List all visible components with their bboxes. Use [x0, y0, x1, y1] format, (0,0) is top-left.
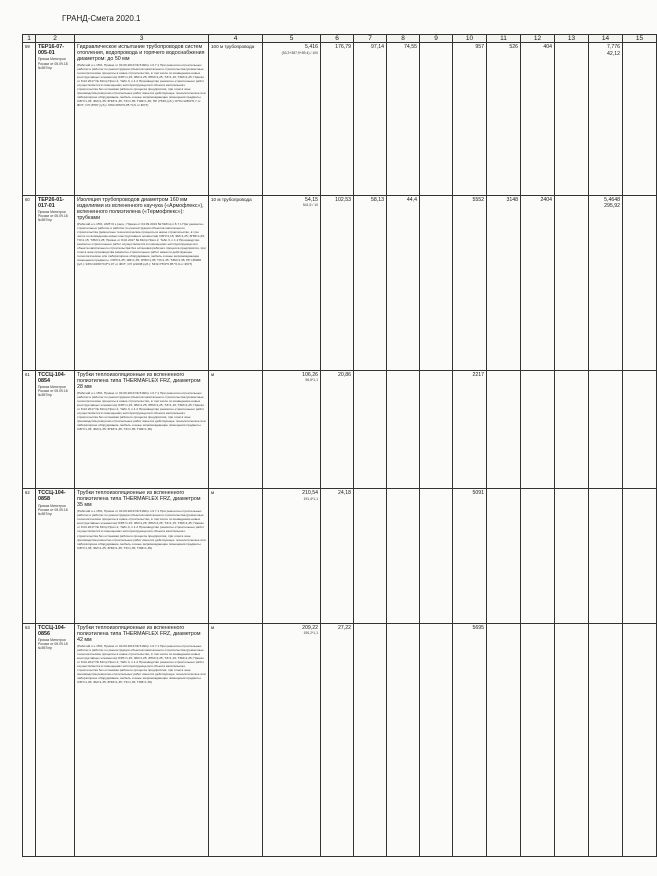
row-number: [23, 43, 36, 196]
total-machines: [521, 489, 555, 624]
work-notes: (Рабочий н.ч.15%; АМТ=0 к расц.; Приказ от 04.09.2019 № 518/пр п.6.7.1 При ремонтно-строительных работах и работах по реконструкции объектов капитального строительства (ремонтные технологические процессы в новое строительство, в том числе по возведению новых конструктивных элементов) ОЗП=1,15; ЭМ=1,25; ЗПМ=1,25; ТЗ=1,15; ТЗМ=1,25; Приказ от 8.02.2017 № 81/пр Прил.2, Табл.3, п.1.2 Производство ремонтно-строительных работ осуществляется в помещениях эксплуатирующегося объекта капитального строительства без остановки рабочего процесса предприятия, при этом в зоне производства ремонтно-строительных работ имеется действующее технологическое или лабораторное оборудование, мебель и иные загромождающие помещения предметы. ОЗП=1,35; ЭМ=1,35; ЗПМ=1,35; ТЗ=1,35; ТЗМ=1,35; НР (36968 руб.): 93%=109%*0,8*1,07 от ФОТ; СП (21638 руб.): 54%=75%*0,85 *0,9 от ФОТ): [77, 222, 206, 267]
cell-value: 61: [25, 371, 30, 377]
quantity-cell: [263, 195, 321, 370]
total-cost: [453, 623, 487, 856]
rate-basis: Приказ Минстроя России от 05.09.18 №557/пр: [38, 57, 68, 70]
cell-value: 20,86: [338, 371, 351, 378]
quantity: 210,54: [302, 490, 318, 497]
unit: м: [211, 371, 215, 377]
unit-cost-machines: [387, 370, 420, 489]
quantity-cell: [263, 623, 321, 856]
cell-value: 5091: [472, 490, 484, 497]
unit-cell: [209, 623, 263, 856]
estimate-table: [22, 34, 657, 857]
unit: 10 м трубопровода: [211, 196, 252, 202]
cell-value: 5695: [472, 624, 484, 631]
col15-cell: [623, 43, 657, 196]
estimate-row: [23, 195, 657, 370]
labor-per-unit: 7,776: [607, 44, 620, 51]
column-number: 1: [23, 35, 36, 43]
cell-value: 404: [543, 44, 552, 51]
unit-cost-total: [321, 489, 354, 624]
total-machines: [521, 195, 555, 370]
column-number: 4: [209, 35, 263, 43]
rate-code: ТССЦ-104-0856: [38, 624, 66, 638]
work-description-cell: [75, 489, 209, 624]
quantity-cell: [263, 489, 321, 624]
total-wages: [487, 195, 521, 370]
unit-cost-col9: [420, 623, 453, 856]
column-number: 15: [623, 35, 657, 43]
quantity-formula: 190,2*1,1: [303, 631, 318, 636]
total-machines: [521, 43, 555, 196]
rate-basis: Приказ Минстроя России от 05.09.18 №557/пр: [38, 210, 68, 223]
unit-cost-wages: [354, 623, 387, 856]
work-notes: (Рабочий н.ч.15%; Приказ от 04.09.2019 № 518/пр п.6.7.1 При ремонтно-строительных работах и работах по реконструкции объектов капитального строительства (ремонтные технологические процессы в новое строительство, в том числе по возведению новых конструктивных элементов) ОЗП=1,15; ЭМ=1,25; ЗПМ=1,25; ТЗ=1,15; ТЗМ=1,25; Приказ от 8.02.2017 № 81/пр Прил.2, Табл.3, п.1.2 Производство ремонтно-строительных работ осуществляется в помещениях эксплуатирующегося объекта капитального строительства без остановки рабочего процесса предприятия, при этом в зоне производства ремонтно-строительных работ имеется действующее технологическое или лабораторное оборудование, мебель и иные загромождающие помещения предметы. ОЗП=1,35; ЭМ=1,35; ЗПМ=1,35; ТЗ=1,35; ТЗМ=1,35): [77, 390, 206, 431]
document-header: ГРАНД-Смета 2020.1: [62, 14, 141, 23]
cell-value: 957: [475, 44, 484, 51]
total-wages: [487, 489, 521, 624]
quantity: 209,22: [302, 624, 318, 631]
quantity-cell: [263, 43, 321, 196]
cell-value: 2217: [472, 371, 484, 378]
work-title: Трубки теплоизоляционные из вспененного полиэтилена типа THERMAFLEX FRZ, диаметром 35 мм: [77, 490, 201, 509]
quantity: 106,26: [302, 371, 318, 378]
rate-code: ТЕР26-01-017-01: [38, 196, 65, 209]
column-number: 7: [354, 35, 387, 43]
cell-value: 44,4: [406, 196, 417, 203]
unit-cost-total: [321, 195, 354, 370]
quantity-formula: 96,6*1,1: [305, 378, 318, 383]
cell-value: 5552: [472, 196, 484, 203]
work-description-cell: [75, 43, 209, 196]
col15-cell: [623, 370, 657, 489]
total-cost: [453, 195, 487, 370]
estimate-row: [23, 43, 657, 196]
column-number: 6: [321, 35, 354, 43]
col15-cell: [623, 623, 657, 856]
row-number: [23, 195, 36, 370]
quantity-formula: 191,4*1,1: [303, 496, 318, 501]
total-wages: [487, 623, 521, 856]
cell-value: 62: [25, 490, 30, 496]
total-col13: [555, 43, 589, 196]
unit-cell: [209, 43, 263, 196]
labor-cost-cell: [589, 43, 623, 196]
unit-cost-col9: [420, 489, 453, 624]
cell-value: 59: [25, 44, 30, 50]
quantity: 54,15: [305, 196, 318, 203]
total-cost: [453, 489, 487, 624]
cell-value: 74,55: [404, 44, 417, 51]
quantity-formula: 541,5 / 10: [302, 203, 318, 208]
rate-code-cell: [36, 43, 75, 196]
column-number: 13: [555, 35, 589, 43]
total-col13: [555, 195, 589, 370]
total-wages: [487, 43, 521, 196]
unit-cell: [209, 195, 263, 370]
rate-code: ТЕР16-07-005-01: [38, 44, 65, 57]
quantity: 5,416: [305, 44, 318, 51]
unit-cost-col9: [420, 195, 453, 370]
rate-code-cell: [36, 489, 75, 624]
unit: м: [211, 490, 215, 496]
labor-per-unit: 5,4648: [604, 196, 620, 203]
col15-cell: [623, 195, 657, 370]
estimate-row: [23, 489, 657, 624]
total-cost: [453, 43, 487, 196]
column-number: 14: [589, 35, 623, 43]
cell-value: 2404: [540, 196, 552, 203]
work-description-cell: [75, 370, 209, 489]
column-number: 12: [521, 35, 555, 43]
cell-value: 3148: [506, 196, 518, 203]
column-number: 2: [36, 35, 75, 43]
estimate-row: [23, 623, 657, 856]
work-title: Трубки теплоизоляционные из вспененного полиэтилена типа THERMAFLEX FRZ, диаметром 42 мм: [77, 624, 201, 643]
unit-cost-col9: [420, 43, 453, 196]
quantity-formula: (53,3+387,9+89,4) / 100: [281, 50, 318, 55]
rate-basis: Приказ Минстроя России от 05.09.18 №557/пр: [38, 385, 68, 398]
rate-code: ТССЦ-104-0854: [38, 371, 66, 384]
unit-cell: [209, 489, 263, 624]
work-title: Гидравлическое испытание трубопроводов систем отопления, водопровода и горячего водоснабжения диаметром: до 50 мм: [77, 44, 205, 63]
unit-cell: [209, 370, 263, 489]
unit-cost-col9: [420, 370, 453, 489]
labor-cost-cell: [589, 489, 623, 624]
column-number: 9: [420, 35, 453, 43]
unit-cost-total: [321, 623, 354, 856]
rate-basis: Приказ Минстроя России от 05.09.18 №557/пр: [38, 503, 68, 516]
cell-value: 60: [25, 196, 30, 202]
rate-code-cell: [36, 195, 75, 370]
cell-value: 176,79: [335, 44, 351, 51]
col15-cell: [623, 489, 657, 624]
total-col13: [555, 623, 589, 856]
cell-value: 102,53: [335, 196, 351, 203]
cell-value: 27,22: [338, 624, 351, 631]
unit-cost-wages: [354, 370, 387, 489]
unit-cost-machines: [387, 43, 420, 196]
total-col13: [555, 370, 589, 489]
column-number-row: [23, 35, 657, 43]
cell-value: 58,13: [371, 196, 384, 203]
labor-cost-cell: [589, 370, 623, 489]
unit-cost-total: [321, 43, 354, 196]
cell-value: 97,14: [371, 44, 384, 51]
work-title: Изоляция трубопроводов диаметром 160 мм изделиями из вспененного каучука («Армофлекс»), вспененного полиэтилена («Термофлекс»): трубками: [77, 196, 204, 221]
row-number: [23, 370, 36, 489]
labor-cost-cell: [589, 623, 623, 856]
cell-value: 526: [509, 44, 518, 51]
unit-cost-wages: [354, 43, 387, 196]
cell-value: 24,18: [338, 490, 351, 497]
labor-cost-cell: [589, 195, 623, 370]
total-col13: [555, 489, 589, 624]
rate-basis: Приказ Минстроя России от 05.09.18 №557/пр: [38, 638, 68, 651]
work-notes: (Рабочий н.ч.15%; Приказ от 04.09.2019 № 518/пр п.6.7.1 При ремонтно-строительных работах и работах по реконструкции объектов капитального строительства (ремонтные технологические процессы в новое строительство, в том числе по возведению новых конструктивных элементов) ОЗП=1,15; ЭМ=1,25; ЗПМ=1,25; ТЗ=1,15; ТЗМ=1,25; Приказ от 8.02.2017 № 81/пр Прил.2, Табл.3, п.1.2 Производство ремонтно-строительных работ осуществляется в помещениях эксплуатирующегося объекта капитального строительства без остановки рабочего процесса предприятия, при этом в зоне производства ремонтно-строительных работ имеется действующее технологическое или лабораторное оборудование, мебель и иные загромождающие помещения предметы. ОЗП=1,35; ЭМ=1,35; ЗПМ=1,35; ТЗ=1,35; ТЗМ=1,35): [77, 509, 206, 550]
work-notes: (Рабочий н.ч.15%; Приказ от 04.09.2019 № 518/пр п.6.7.1 При ремонтно-строительных работах и работах по реконструкции объектов капитального строительства (ремонтные технологические процессы в новое строительство, в том числе по возведению новых конструктивных элементов) ОЗП=1,15; ЭМ=1,25; ЗПМ=1,25; ТЗ=1,15; ТЗМ=1,25; Приказ от 8.02.2017 № 81/пр Прил.2, Табл.3, п.1.2 Производство ремонтно-строительных работ осуществляется в помещениях эксплуатирующегося объекта капитального строительства без остановки рабочего процесса предприятия, при этом в зоне производства ремонтно-строительных работ имеется действующее технологическое или лабораторное оборудование, мебель и иные загромождающие помещения предметы. ОЗП=1,35; ЭМ=1,35; ЗПМ=1,35; ТЗ=1,35; ТЗМ=1,35): [77, 644, 206, 685]
rate-code-cell: [36, 370, 75, 489]
rate-code-cell: [36, 623, 75, 856]
column-number: 11: [487, 35, 521, 43]
total-machines: [521, 623, 555, 856]
unit-cost-machines: [387, 489, 420, 624]
work-notes: (Рабочий н.ч.15%; Приказ от 04.09.2019 № 518/пр п.6.7.1 При ремонтно-строительных работах и работах по реконструкции объектов капитального строительства (ремонтные технологические процессы в новое строительство, в том числе по возведению новых конструктивных элементов) ОЗП=1,15; ЭМ=1,25; ЗПМ=1,25; ТЗ=1,15; ТЗМ=1,25; Приказ от 8.02.2017 № 81/пр Прил.2, Табл.3, п.1.2 Производство ремонтно-строительных работ осуществляется в помещениях эксплуатирующегося объекта капитального строительства без остановки рабочего процесса предприятия, при этом в зоне производства ремонтно-строительных работ имеется действующее технологическое или лабораторное оборудование, мебель и иные загромождающие помещения предметы. ОЗП=1,35; ЭМ=1,35; ЗПМ=1,35; ТЗ=1,35; ТЗМ=1,35; НР (7539 руб.): 87%=128%*0,7 от ФОТ; СП (8787 руб.): 63%=83%*0,85 *0,9 от ФОТ): [77, 63, 206, 108]
unit-cost-total: [321, 370, 354, 489]
quantity-cell: [263, 370, 321, 489]
estimate-row: [23, 370, 657, 489]
total-wages: [487, 370, 521, 489]
column-number: 5: [263, 35, 321, 43]
total-cost: [453, 370, 487, 489]
unit: 100 м трубопровода: [211, 44, 255, 50]
row-number: [23, 623, 36, 856]
unit: м: [211, 624, 215, 630]
labor-total: 42,12: [607, 50, 620, 57]
labor-total: 295,92: [604, 203, 620, 210]
work-description-cell: [75, 623, 209, 856]
unit-cost-wages: [354, 489, 387, 624]
row-number: [23, 489, 36, 624]
column-number: 8: [387, 35, 420, 43]
total-machines: [521, 370, 555, 489]
work-description-cell: [75, 195, 209, 370]
unit-cost-machines: [387, 623, 420, 856]
unit-cost-wages: [354, 195, 387, 370]
rate-code: ТССЦ-104-0858: [38, 490, 66, 503]
column-number: 3: [75, 35, 209, 43]
work-title: Трубки теплоизоляционные из вспененного полиэтилена типа THERMAFLEX FRZ, диаметром 28 мм: [77, 371, 201, 390]
cell-value: 63: [25, 624, 30, 630]
unit-cost-machines: [387, 195, 420, 370]
column-number: 10: [453, 35, 487, 43]
